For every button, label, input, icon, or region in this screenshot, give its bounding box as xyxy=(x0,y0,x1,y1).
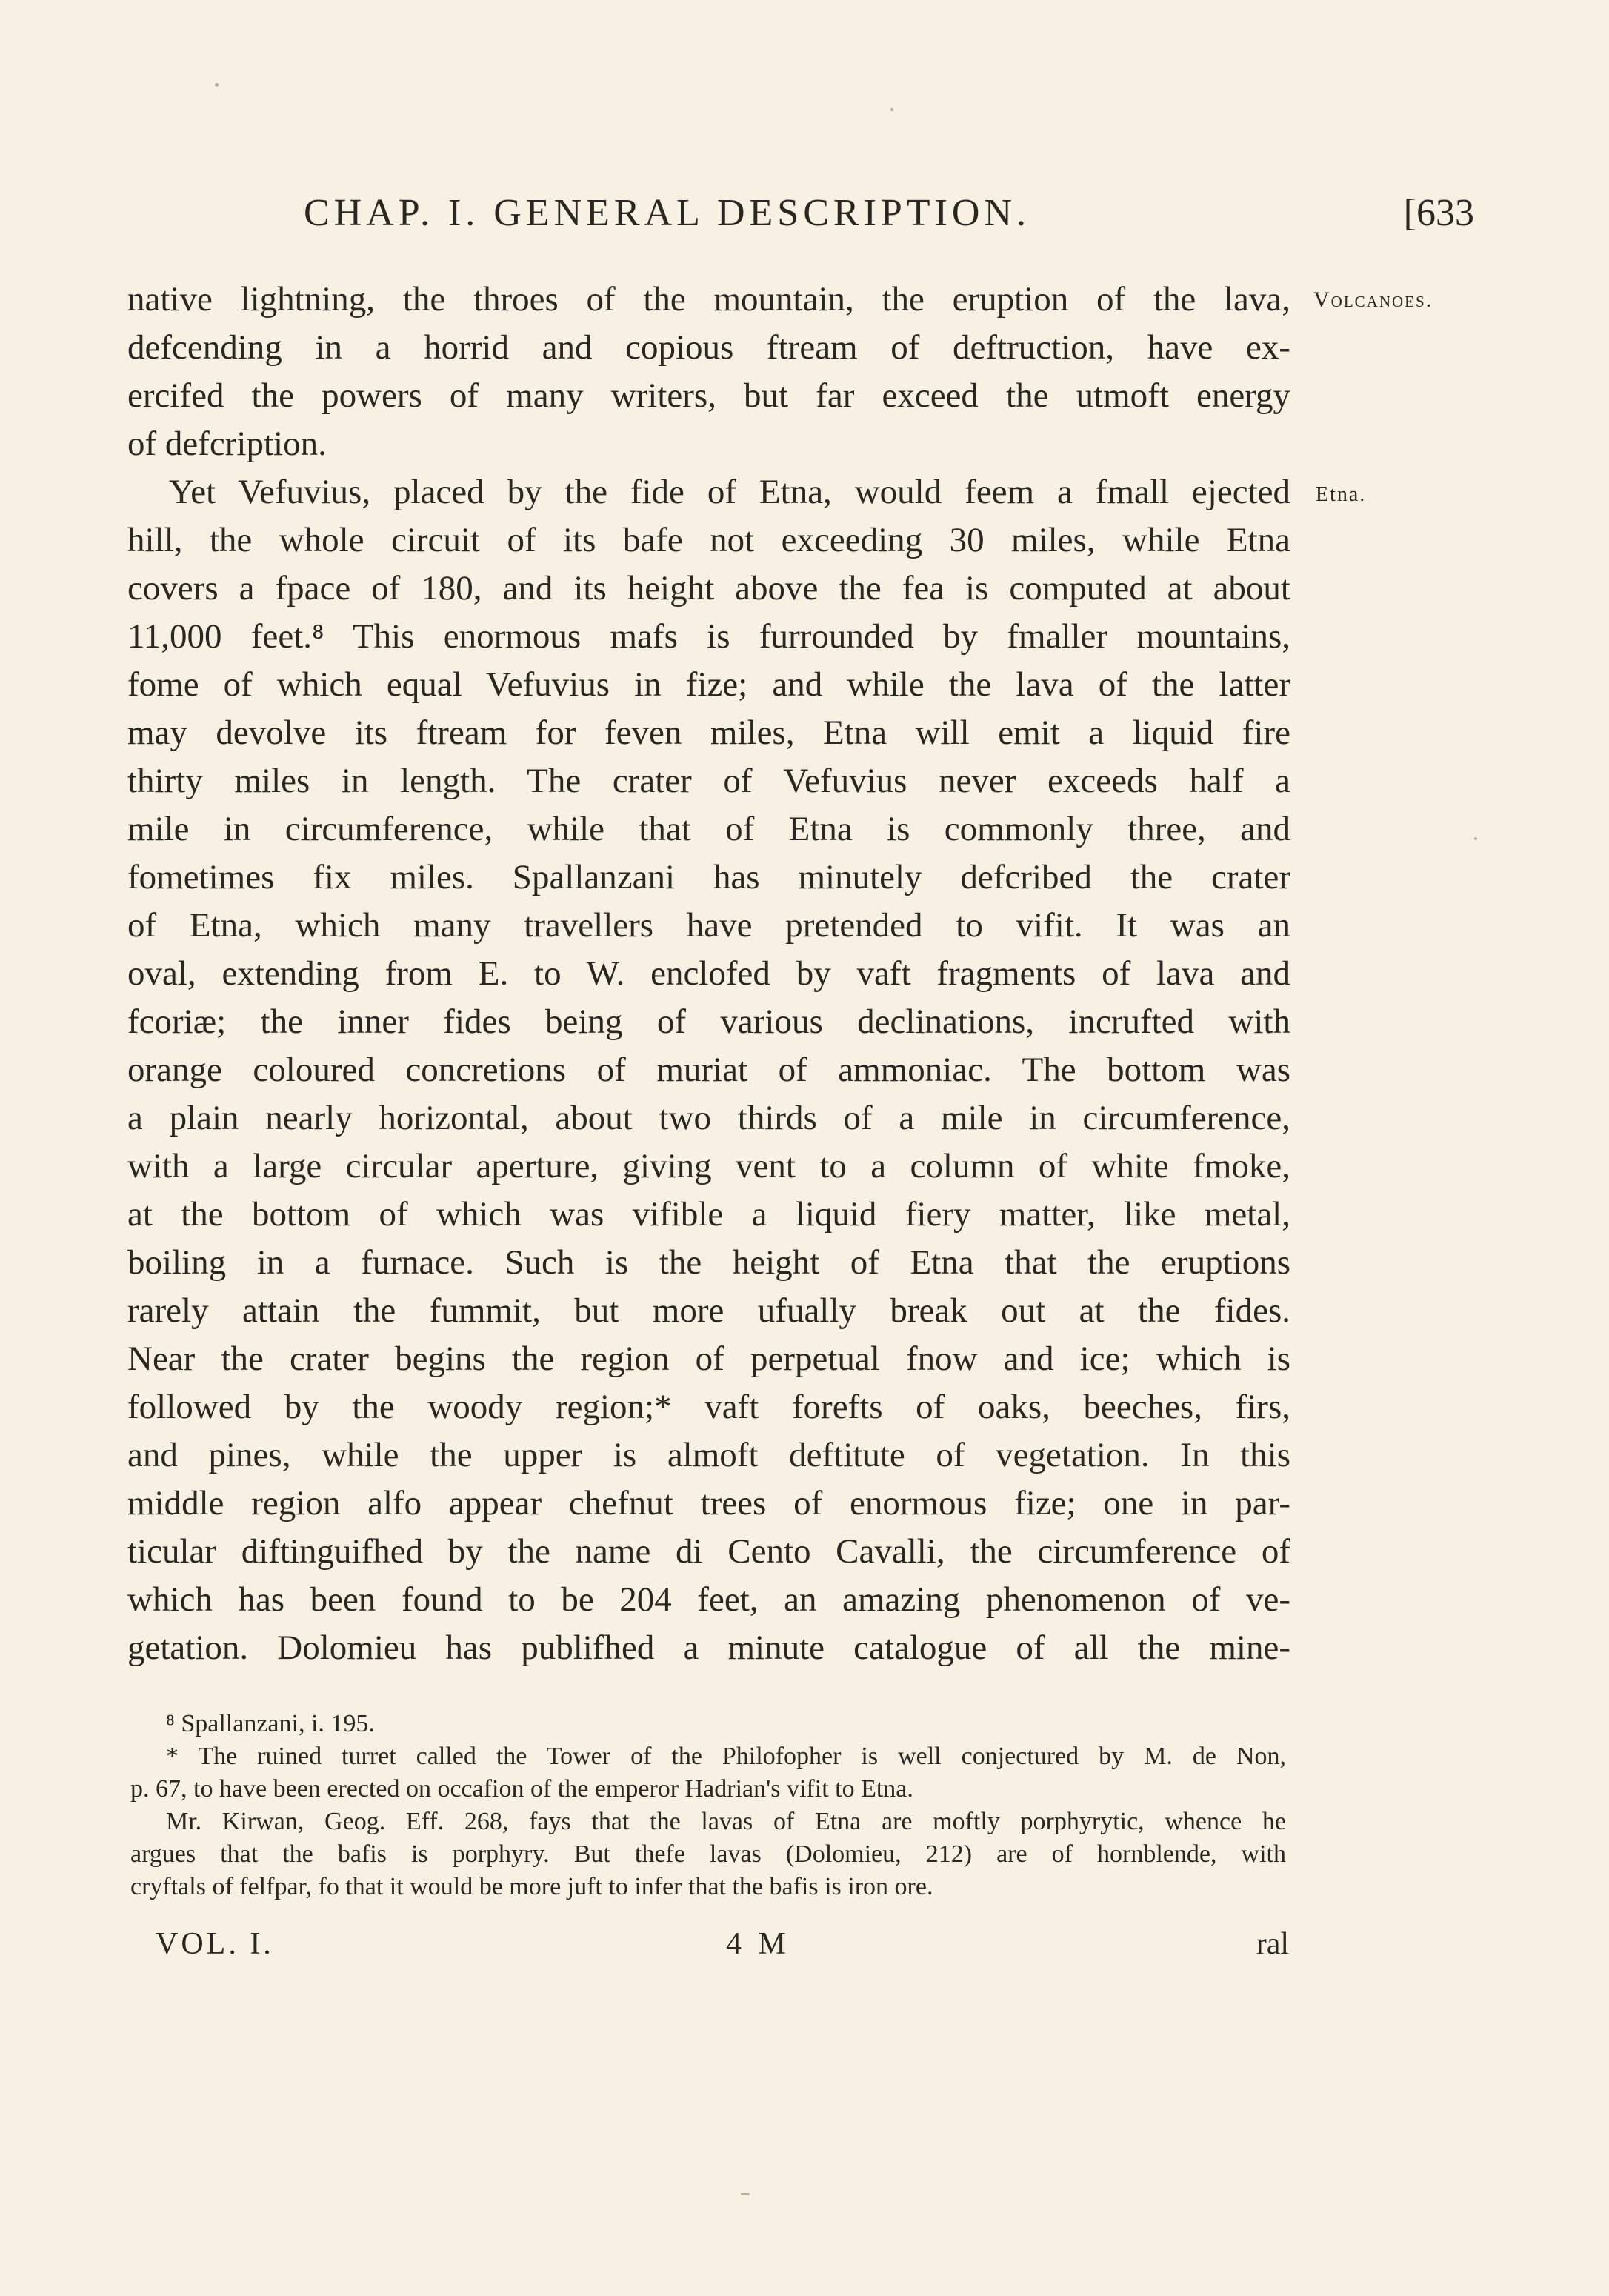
body-line: which has been found to be 204 feet, an amazing phenomenon of ve- xyxy=(127,1580,1290,1619)
body-line: fcoriæ; the inner fides being of various declinations, incrufted with xyxy=(127,1002,1290,1041)
body-line: boiling in a furnace. Such is the height of Etna that the eruptions xyxy=(127,1243,1290,1282)
body-line: thirty miles in length. The crater of Vefuvius never exceeds half a xyxy=(127,762,1290,800)
body-line: and pines, while the upper is almoft deftitute of vegetation. In this xyxy=(127,1436,1290,1474)
page-footer xyxy=(156,1926,1289,1971)
footnote-line: cryftals of felfpar, fo that it would be more juft to infer that the bafis is iron ore. xyxy=(130,1873,933,1900)
body-line: of defcription. xyxy=(127,425,327,463)
body-line: fometimes fix miles. Spallanzani has minutely defcribed the crater xyxy=(127,858,1290,896)
footnote-line: ⁸ Spallanzani, i. 195. xyxy=(166,1710,375,1737)
footnote-line: * The ruined turret called the Tower of the Philofopher is well conjectured by M. de Non, xyxy=(166,1743,1286,1770)
body-line: rarely attain the fummit, but more ufually break out at the fides. xyxy=(127,1291,1290,1330)
paper-speck xyxy=(890,108,893,111)
body-text xyxy=(127,276,1290,1672)
signature-mark: 4 M xyxy=(726,1927,790,1961)
catchword: ral xyxy=(1256,1927,1289,1961)
body-line: covers a fpace of 180, and its height above the fea is computed at about xyxy=(127,569,1290,608)
body-line: hill, the whole circuit of its bafe not exceeding 30 miles, while Etna xyxy=(127,521,1290,559)
body-line: 11,000 feet.⁸ This enormous mafs is furrounded by fmaller mountains, xyxy=(127,617,1290,656)
body-line: a plain nearly horizontal, about two thirds of a mile in circumference, xyxy=(127,1099,1290,1137)
body-line: oval, extending from E. to W. enclofed by vaft fragments of lava and xyxy=(127,954,1290,993)
body-line: of Etna, which many travellers have pretended to vifit. It was an xyxy=(127,906,1290,945)
footnotes xyxy=(130,1708,1286,1903)
footnote-line: argues that the bafis is porphyry. But thefe lavas (Dolomieu, 212) are of hornblende, with xyxy=(130,1840,1286,1868)
body-line: followed by the woody region;* vaft forefts of oaks, beeches, firs, xyxy=(127,1388,1290,1426)
paper-speck xyxy=(741,2193,750,2195)
footnote-line: Mr. Kirwan, Geog. Eff. 268, fays that the lavas of Etna are moftly porphyrytic, whence he xyxy=(166,1808,1286,1835)
body-line: middle region alfo appear chefnut trees of enormous fize; one in par- xyxy=(127,1484,1290,1523)
body-line: ticular diftinguifhed by the name di Cento Cavalli, the circumference of xyxy=(127,1532,1290,1571)
body-line: mile in circumference, while that of Etna is commonly three, and xyxy=(127,810,1290,848)
margin-note-volcanoes: Volcanoes. xyxy=(1313,287,1433,312)
body-line: fome of which equal Vefuvius in fize; and while the lava of the latter xyxy=(127,665,1290,704)
body-line: Yet Vefuvius, placed by the fide of Etna, would feem a fmall ejected xyxy=(169,473,1290,511)
footnote-line: p. 67, to have been erected on occafion of the emperor Hadrian's vifit to Etna. xyxy=(130,1775,913,1803)
chapter-title: CHAP. I. GENERAL DESCRIPTION. xyxy=(304,192,1030,234)
body-line: Near the crater begins the region of perpetual fnow and ice; which is xyxy=(127,1340,1290,1378)
running-header xyxy=(304,191,1474,243)
body-line: orange coloured concretions of muriat of ammoniac. The bottom was xyxy=(127,1051,1290,1089)
body-line: defcending in a horrid and copious ftream of deftruction, have ex- xyxy=(127,328,1290,367)
body-line: getation. Dolomieu has publifhed a minute catalogue of all the mine- xyxy=(127,1628,1290,1667)
paper-speck xyxy=(215,83,219,87)
body-line: may devolve its ftream for feven miles, Etna will emit a liquid fire xyxy=(127,713,1290,752)
body-line: native lightning, the throes of the mountain, the eruption of the lava, xyxy=(127,280,1290,319)
page-number: [633 xyxy=(1403,192,1474,234)
margin-note-etna: Etna. xyxy=(1316,483,1367,506)
body-line: with a large circular aperture, giving vent to a column of white fmoke, xyxy=(127,1147,1290,1185)
body-line: at the bottom of which was vifible a liquid fiery matter, like metal, xyxy=(127,1195,1290,1234)
body-line: ercifed the powers of many writers, but far exceed the utmoft energy xyxy=(127,376,1290,415)
paper-speck xyxy=(1474,837,1477,840)
volume-label: VOL. I. xyxy=(156,1927,274,1961)
